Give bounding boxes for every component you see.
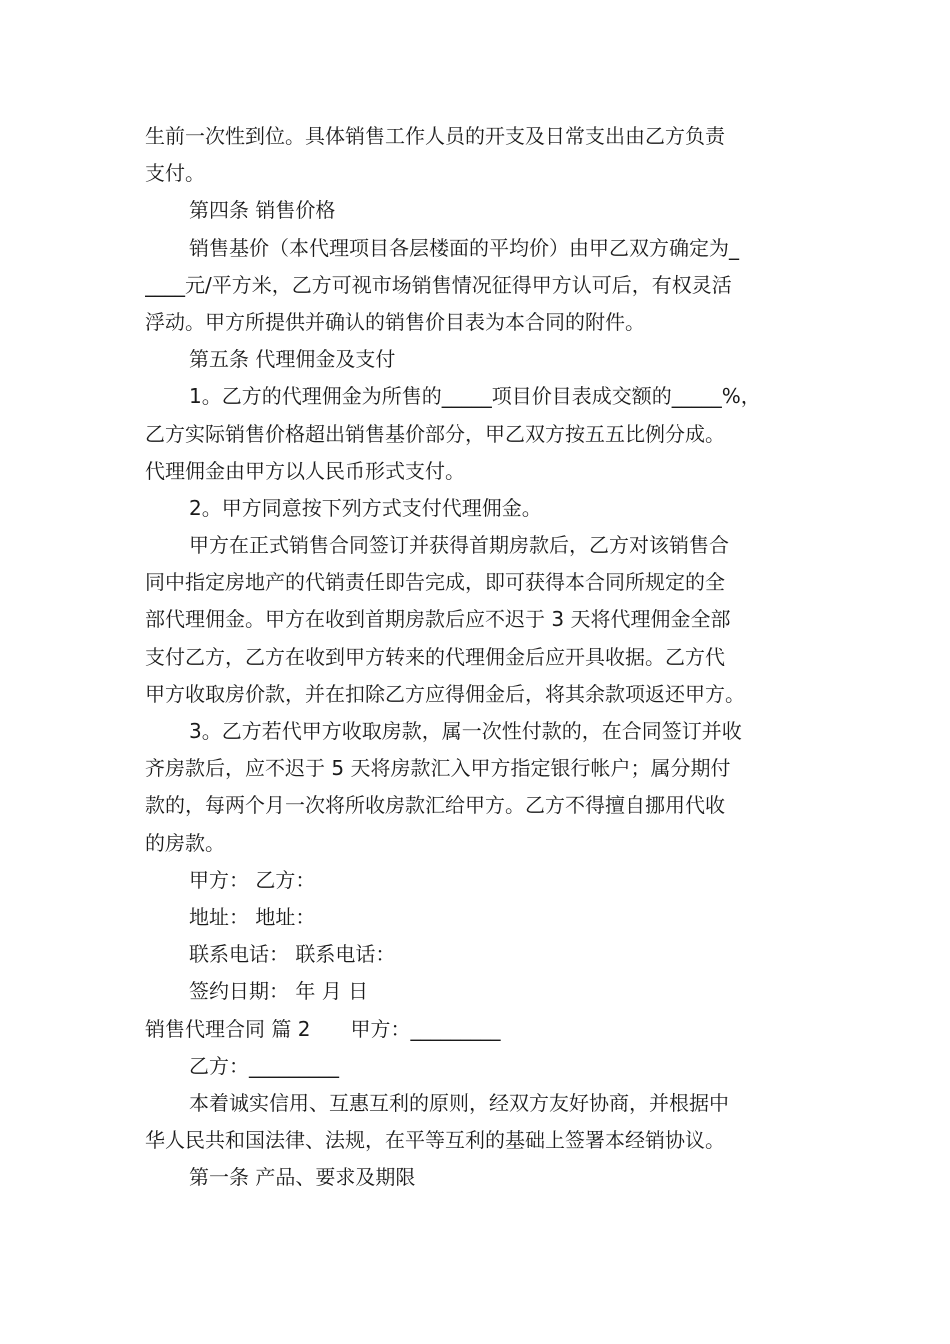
text-line: 1。乙方的代理佣金为所售的_____项目价目表成交额的_____%， <box>189 384 761 409</box>
text-line: 3。乙方若代甲方收取房款，属一次性付款的，在合同签订并收 <box>189 719 742 743</box>
signature-date-line: 签约日期： 年 月 日 <box>189 979 369 1004</box>
signature-party-line: 甲方： 乙方： <box>189 867 316 892</box>
section-heading-4: 第四条 销售价格 <box>189 198 336 223</box>
text-line: 代理佣金由甲方以人民币形式支付。 <box>145 458 465 483</box>
text-line: ____元/平方米，乙方可视市场销售情况征得甲方认可后，有权灵活 <box>145 272 732 297</box>
party-b-field: 乙方：_________ <box>189 1053 339 1078</box>
text-line: 华人民共和国法律、法规，在平等互利的基础上签署本经销协议。 <box>145 1128 725 1153</box>
text-line: 同中指定房地产的代销责任即告完成，即可获得本合同所规定的全 <box>145 570 725 595</box>
text-line: 乙方实际销售价格超出销售基价部分，甲乙双方按五五比例分成。 <box>145 421 725 446</box>
contract-heading-line <box>145 1011 810 1048</box>
text-line: 甲方收取房价款，并在扣除乙方应得佣金后，将其余款项返还甲方。 <box>145 681 745 706</box>
signature-phone-line: 联系电话： 联系电话： <box>189 942 396 967</box>
text-line: 浮动。甲方所提供并确认的销售价目表为本合同的附件。 <box>145 309 645 334</box>
section-heading-1: 第一条 产品、要求及期限 <box>189 1165 416 1190</box>
document-body <box>145 118 810 1196</box>
text-line: 甲方在正式销售合同签订并获得首期房款后，乙方对该销售合 <box>189 533 729 558</box>
text-line: 生前一次性到位。具体销售工作人员的开支及日常支出由乙方负责 <box>145 124 725 148</box>
signature-address-line: 地址： 地址： <box>189 904 316 929</box>
party-a-field: 甲方：_________ <box>350 1016 501 1041</box>
text-line: 的房款。 <box>145 830 225 855</box>
section-heading-5: 第五条 代理佣金及支付 <box>189 347 396 372</box>
text-line: 部代理佣金。甲方在收到首期房款后应不迟于 3 天将代理佣金全部 <box>145 607 731 632</box>
text-line: 2。甲方同意按下列方式支付代理佣金。 <box>189 495 542 520</box>
text-line: 本着诚实信用、互惠互利的原则，经双方友好协商，并根据中 <box>189 1090 729 1115</box>
text-line: 支付。 <box>145 161 205 186</box>
text-line: 齐房款后，应不迟于 5 天将房款汇入甲方指定银行帐户；属分期付 <box>145 756 731 781</box>
text-line: 款的，每两个月一次将所收房款汇给甲方。乙方不得擅自挪用代收 <box>145 793 725 818</box>
text-line: 支付乙方，乙方在收到甲方转来的代理佣金后应开具收据。乙方代 <box>145 644 725 669</box>
contract-title: 销售代理合同 篇 2 <box>145 1016 311 1041</box>
text-line: 销售基价（本代理项目各层楼面的平均价）由甲乙双方确定为_ <box>189 235 739 260</box>
